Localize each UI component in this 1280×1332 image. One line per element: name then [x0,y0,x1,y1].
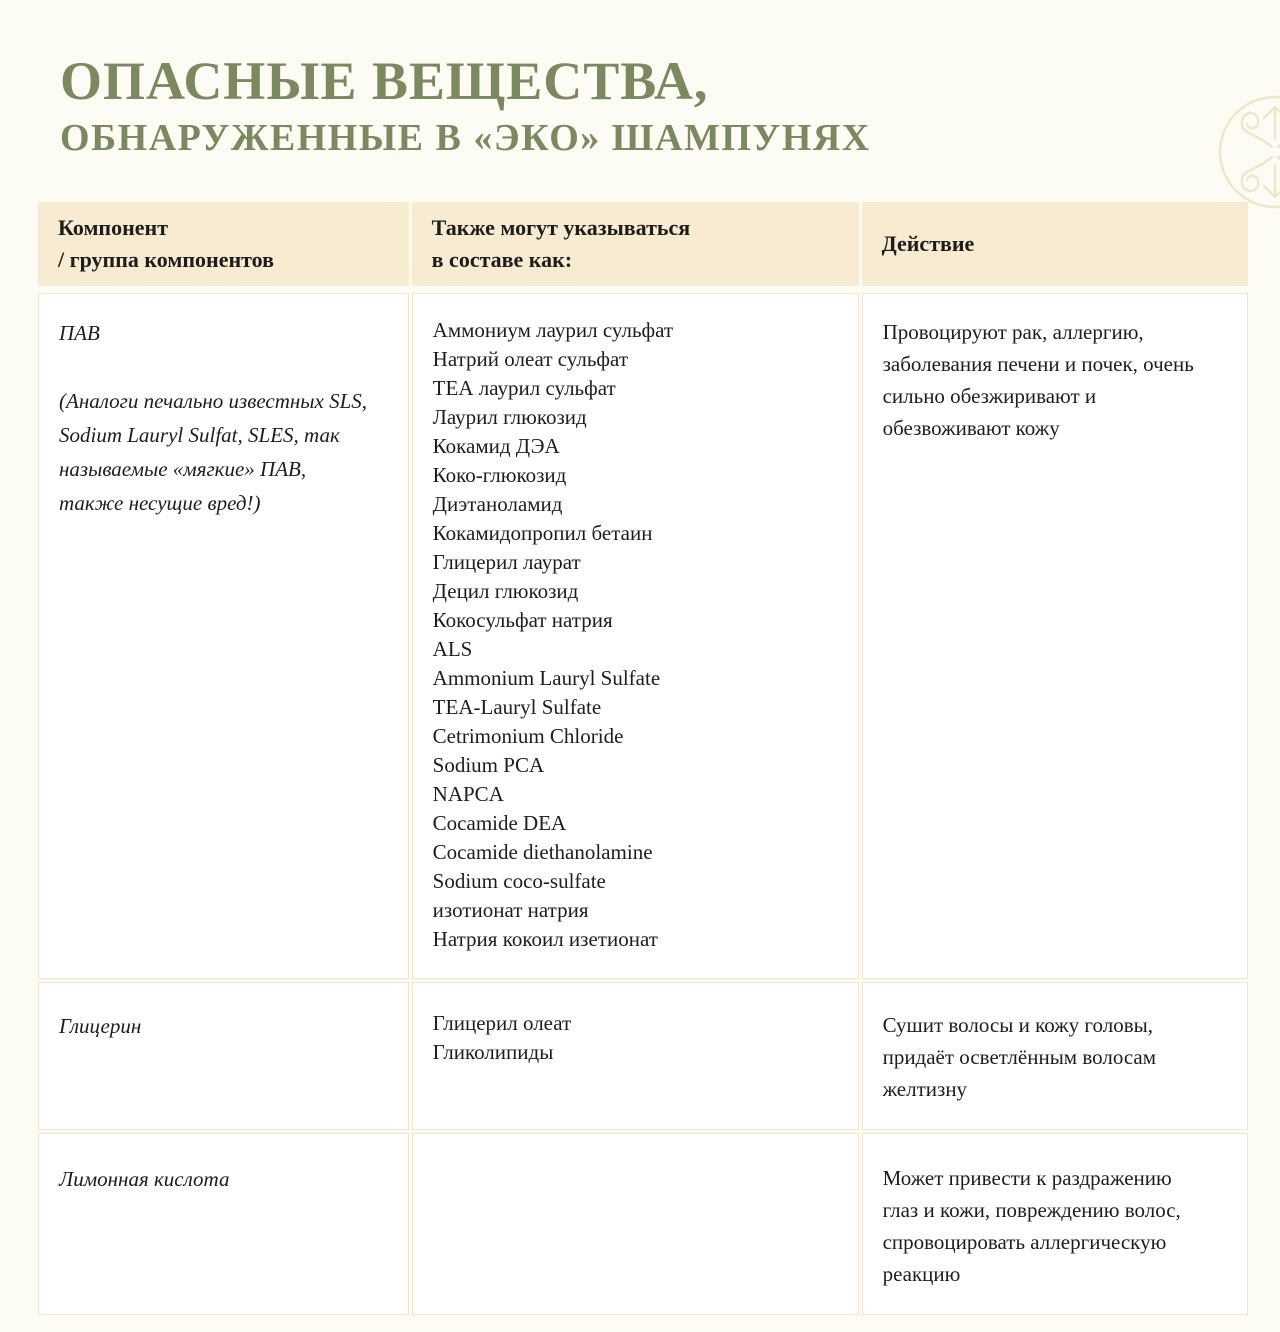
aliases-cell [412,982,859,1130]
header-component-line1: Компонент [58,215,169,241]
alias-line: Децил глюкозид [432,579,579,604]
table-row-citric-acid [38,1133,1248,1315]
effect-cell [862,982,1248,1130]
alias-line: Лаурил глюкозид [432,405,587,430]
alias-line: Кокамид ДЭА [432,434,560,459]
alias-list [433,1009,838,1067]
component-name: ПАВ [59,321,100,346]
effect-cell [862,293,1248,979]
page-header [60,52,1280,160]
effect-cell [862,1133,1248,1315]
alias-line: Гликолипиды [432,1040,554,1065]
aliases-cell [412,1133,859,1315]
alias-line: Коко-глюкозид [432,463,567,488]
alias-line: ALS [432,637,473,662]
header-aliases [412,202,859,286]
header-component [38,202,409,286]
alias-list [433,316,838,954]
alias-line: NAPCA [432,782,504,807]
alias-line: Cetrimonium Chloride [432,724,624,749]
effect-text: Провоцируют рак, аллергию, заболевания печени и почек, очень сильно обезжиривают и обезвоживают кожу [882,320,1194,441]
alias-line: ТЕА лаурил сульфат [432,376,616,401]
page-subtitle: ОБНАРУЖЕННЫЕ В «ЭКО» ШАМПУНЯХ [60,117,871,160]
page-title: ОПАСНЫЕ ВЕЩЕСТВА, [60,51,709,111]
component-name: Лимонная кислота [59,1167,230,1192]
table-row-surfactants [38,293,1248,979]
header-aliases-line1: Также могут указываться [431,215,691,241]
ingredients-table [38,202,1248,1315]
alias-line: Аммониум лаурил сульфат [432,318,674,343]
infographic-page [0,52,1280,1332]
alias-line: Натрий олеат сульфат [432,347,628,372]
alias-line: изотионат натрия [432,898,589,923]
alias-line: Глицерил олеат [432,1011,572,1036]
aliases-cell [412,293,859,979]
alias-line: Ammonium Lauryl Sulfate [432,666,661,691]
component-name: Глицерин [59,1014,142,1039]
alias-line: Sodium PCA [432,753,545,778]
component-note: (Аналоги печально известных SLS, Sodium Lauryl Sulfat, SLES, так называемые «мягкие» ПАВ, также несущие вред!) [59,389,368,516]
component-cell [38,982,409,1130]
table-header-row [38,202,1248,286]
header-effect [862,202,1248,286]
alias-line: Диэтаноламид [432,492,563,517]
alias-line: Cocamide DEA [432,811,567,836]
alias-line: Кокосульфат натрия [432,608,613,633]
alias-line: Кокамидопропил бетаин [432,521,653,546]
alias-line: Cocamide diethanolamine [432,840,653,865]
header-aliases-line2: в составе как: [431,247,573,273]
effect-text: Сушит волосы и кожу головы, придаёт осветлённым волосам желтизну [882,1013,1157,1102]
header-component-line2: / группа компонентов [58,247,274,273]
effect-text: Может привести к раздражению глаз и кожи, повреждению волос, спровоцировать аллергическую реакцию [882,1166,1181,1287]
alias-line: Натрия кокоил изетионат [432,927,658,952]
table-row-glycerin [38,982,1248,1130]
alias-line: Глицерил лаурат [432,550,581,575]
component-cell [38,293,409,979]
component-cell [38,1133,409,1315]
header-effect-line1: Действие [881,231,975,257]
alias-line: Sodium coco-sulfate [432,869,606,894]
alias-line: TEA-Lauryl Sulfate [432,695,602,720]
